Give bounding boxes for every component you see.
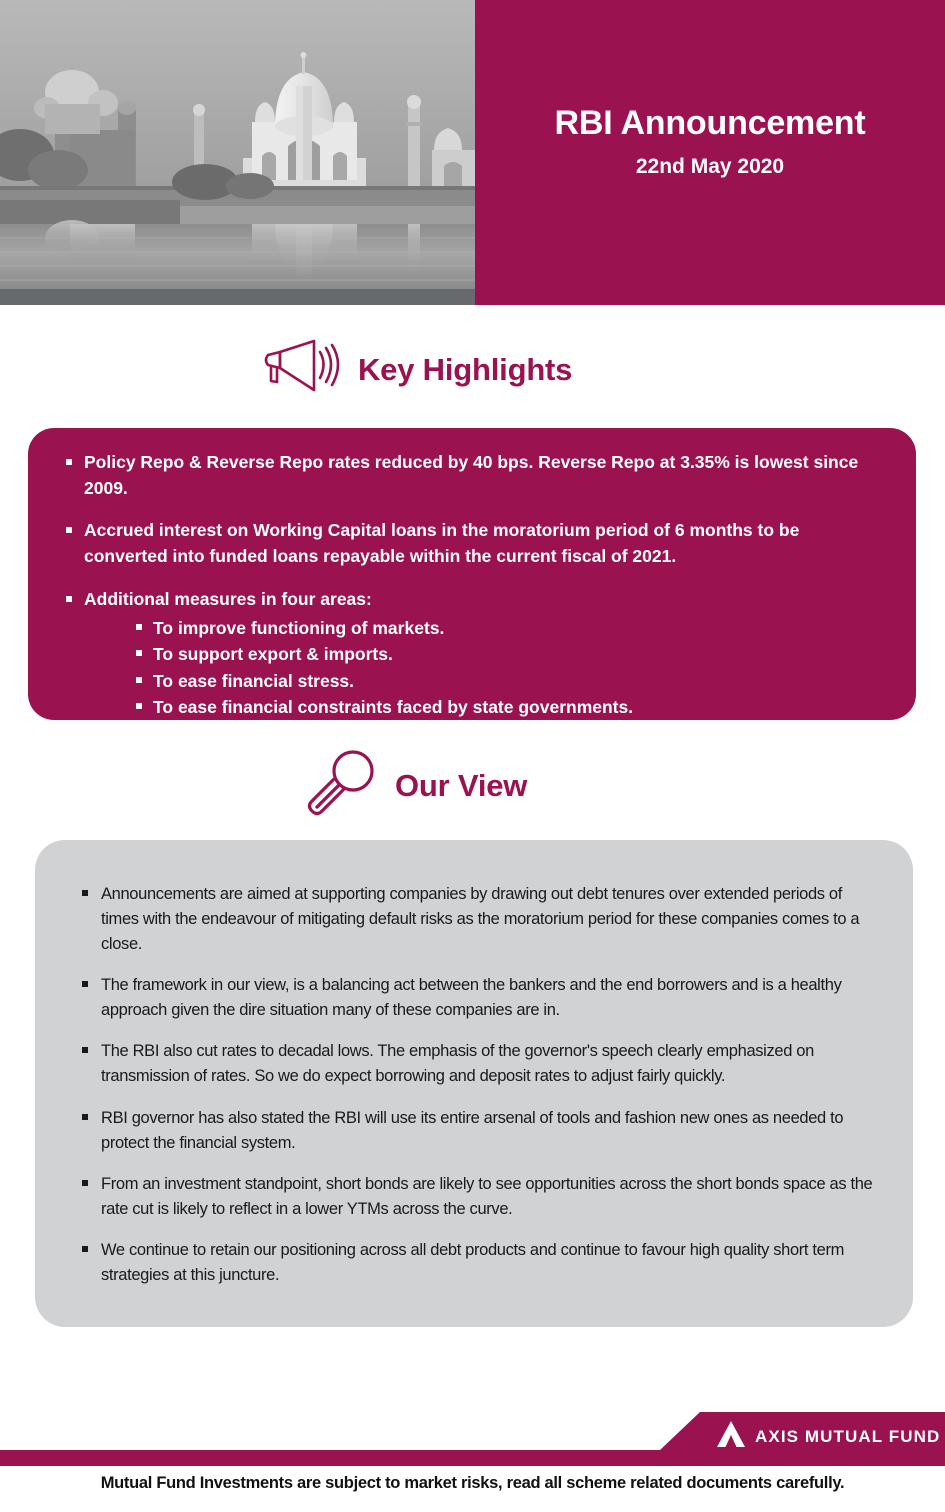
- key-highlight-item: [62, 450, 882, 501]
- page-date: 22nd May 2020: [635, 155, 785, 178]
- bullet-square-icon: [136, 650, 142, 656]
- our-view-text: Announcements are aimed at supporting companies by drawing out debt tenures over extended periods of times with the endeavour of mitigating default risks as the moratorium period for these companies comes to a close.: [101, 885, 860, 954]
- axis-logo-text: AXIS MUTUAL FUND: [755, 1426, 941, 1446]
- key-highlight-subitem: [136, 694, 882, 721]
- key-highlight-subtext: To ease financial stress.: [153, 670, 355, 691]
- key-highlight-text: Additional measures in four areas:: [84, 588, 372, 609]
- our-view-text: The RBI also cut rates to decadal lows. The emphasis of the governor's speech clearly emphasized on transmission of rates. So we do expect borrowing and deposit rates to adjust fairly quickly.: [101, 1042, 814, 1086]
- bullet-square-icon: [82, 1047, 88, 1053]
- bullet-square-icon: [82, 1246, 88, 1252]
- our-view-panel: [35, 840, 913, 1327]
- bullet-square-icon: [66, 527, 72, 533]
- key-highlights-heading: [258, 336, 572, 403]
- bullet-square-icon: [136, 624, 142, 630]
- bullet-square-icon: [136, 703, 142, 709]
- our-view-item: [79, 1106, 873, 1156]
- key-highlights-title: Key Highlights: [358, 351, 573, 387]
- our-view-text: From an investment standpoint, short bonds are likely to see opportunities across the short bonds space as the rate cut is likely to reflect in a lower YTMs across the curve.: [101, 1174, 873, 1218]
- bullet-square-icon: [136, 677, 142, 683]
- our-view-item: [79, 882, 873, 957]
- our-view-heading: [305, 745, 527, 826]
- key-highlight-subtext: To support export & imports.: [153, 644, 393, 665]
- key-highlight-text: Accrued interest on Working Capital loans in the moratorium period of 6 months to be converted into funded loans repayable within the current fiscal of 2021.: [84, 520, 800, 567]
- bullet-square-icon: [66, 459, 72, 465]
- bullet-square-icon: [66, 596, 72, 602]
- key-highlight-text: Policy Repo & Reverse Repo rates reduced by 40 bps. Reverse Repo at 3.35% is lowest since 2009.: [84, 452, 859, 498]
- taj-mahal-photo-graphic: [0, 0, 475, 305]
- our-view-item: [79, 1172, 873, 1222]
- bullet-square-icon: [82, 1180, 88, 1186]
- bullet-square-icon: [82, 1114, 88, 1120]
- key-highlights-list: [62, 450, 882, 721]
- key-highlight-sublist: [84, 615, 882, 721]
- our-view-text: The framework in our view, is a balancing act between the bankers and the end borrowers and is a healthy approach given the dire situation many of these companies are in.: [101, 976, 842, 1020]
- header-photo: [0, 0, 475, 305]
- key-highlight-subtext: To ease financial constraints faced by state governments.: [153, 697, 634, 718]
- axis-a-mark-icon: [716, 1420, 746, 1453]
- our-view-list: [79, 882, 873, 1288]
- key-highlight-subitem: [136, 668, 882, 695]
- our-view-item: [79, 1039, 873, 1089]
- key-highlight-subitem: [136, 615, 882, 642]
- key-highlight-item: [62, 518, 882, 569]
- key-highlight-item: [62, 587, 882, 721]
- key-highlight-subtext: To improve functioning of markets.: [153, 617, 445, 638]
- bullet-square-icon: [82, 890, 88, 896]
- our-view-text: RBI governor has also stated the RBI will use its entire arsenal of tools and fashion new ones as needed to protect the financial system.: [101, 1108, 844, 1152]
- our-view-title: Our View: [395, 767, 528, 803]
- bullet-square-icon: [82, 981, 88, 987]
- our-view-text: We continue to retain our positioning across all debt products and continue to favour high quality short term strategies at this juncture.: [101, 1240, 844, 1284]
- megaphone-icon: [258, 336, 344, 403]
- axis-mutual-fund-logo: [716, 1420, 940, 1453]
- page-title: RBI Announcement: [554, 104, 866, 142]
- page-header: [0, 0, 945, 305]
- key-highlights-panel: [28, 428, 916, 720]
- our-view-item: [79, 1238, 873, 1288]
- disclaimer-text: Mutual Fund Investments are subject to market risks, read all scheme related documents carefully.: [100, 1474, 845, 1492]
- header-title-band: [475, 0, 945, 305]
- our-view-item: [79, 973, 873, 1023]
- magnifying-glass-icon: [305, 745, 381, 826]
- key-highlight-subitem: [136, 641, 882, 668]
